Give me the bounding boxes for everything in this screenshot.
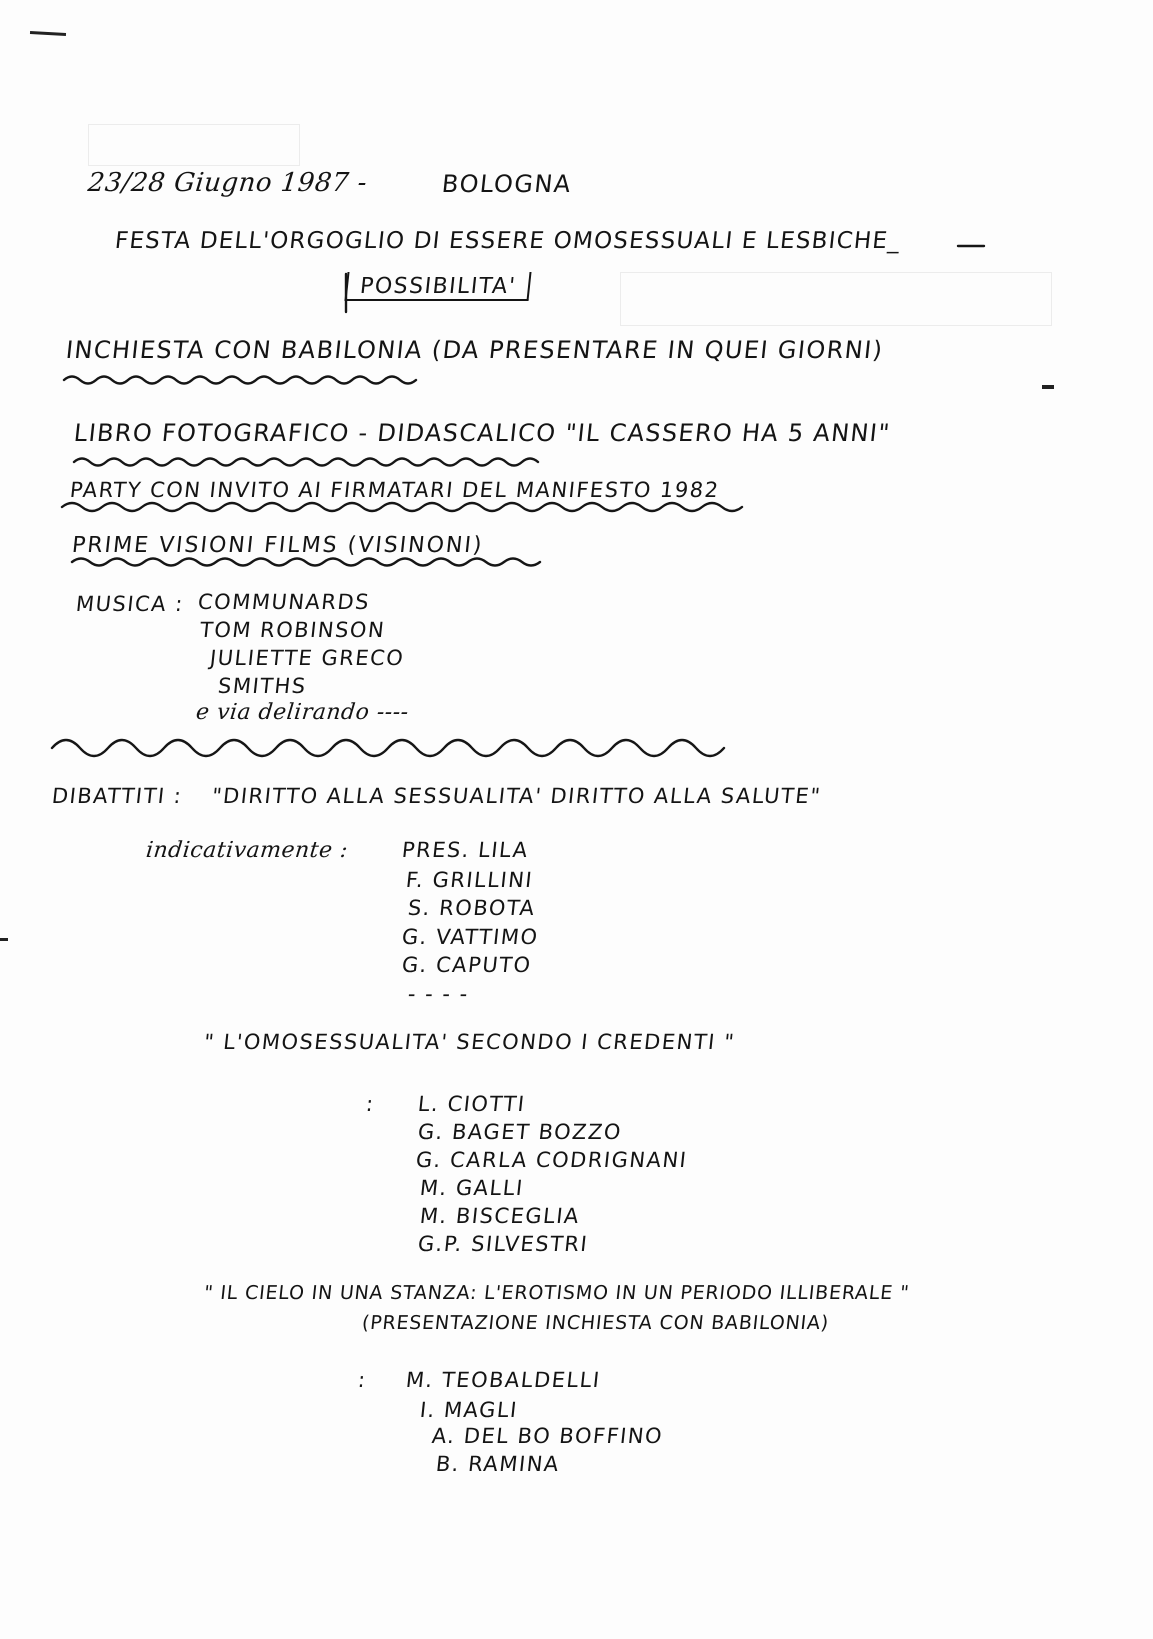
debate-1-title: "DIRITTO ALLA SESSUALITA' DIRITTO ALLA SALUTE" bbox=[210, 784, 823, 808]
music-artist: COMMUNARDS bbox=[196, 590, 372, 614]
debate-2-speaker: M. BISCEGLIA bbox=[418, 1204, 582, 1228]
possibility-film-premieres: PRIME VISIONI FILMS (VISINONI) bbox=[70, 533, 485, 558]
debate-2-colon: : bbox=[364, 1092, 376, 1116]
section-divider-wave bbox=[52, 740, 724, 756]
debate-2-speaker: M. GALLI bbox=[418, 1176, 525, 1200]
underline-survey bbox=[64, 377, 416, 384]
debate-3-speaker: M. TEOBALDELLI bbox=[404, 1368, 602, 1392]
music-artist: JULIETTE GRECO bbox=[208, 646, 406, 670]
possibilities-heading: POSSIBILITA' bbox=[344, 272, 531, 301]
debates-label: DIBATTITI : bbox=[50, 784, 184, 808]
event-dates: 23/28 Giugno 1987 - bbox=[86, 168, 369, 198]
debate-3-title: " IL CIELO IN UNA STANZA: L'EROTISMO IN UN PERIODO ILLIBERALE " bbox=[202, 1282, 911, 1304]
possibility-photo-book: LIBRO FOTOGRAFICO - DIDASCALICO "IL CASSERO HA 5 ANNI" bbox=[72, 419, 892, 447]
music-label: MUSICA : bbox=[74, 592, 186, 616]
debate-2-speaker: G. BAGET BOZZO bbox=[416, 1120, 624, 1144]
debate-3-colon: : bbox=[356, 1368, 368, 1392]
debate-2-speaker: L. CIOTTI bbox=[416, 1092, 527, 1116]
debate-1-speaker: G. CAPUTO bbox=[400, 953, 533, 977]
event-title: FESTA DELL'ORGOGLIO DI ESSERE OMOSESSUALI E LESBICHE_ bbox=[113, 228, 903, 254]
possibility-party: PARTY CON INVITO AI FIRMATARI DEL MANIFESTO 1982 bbox=[68, 478, 721, 502]
debate-1-speaker: PRES. LILA bbox=[400, 838, 530, 862]
music-artist: TOM ROBINSON bbox=[198, 618, 387, 642]
debate-1-speaker: G. VATTIMO bbox=[400, 925, 540, 949]
possibility-survey: INCHIESTA CON BABILONIA (DA PRESENTARE IN QUEI GIORNI) bbox=[64, 336, 885, 364]
debate-2-speaker: G. CARLA CODRIGNANI bbox=[414, 1148, 689, 1172]
debate-1-note: indicativamente : bbox=[144, 838, 350, 863]
debate-1-trail: - - - - bbox=[406, 982, 471, 1006]
underline-party bbox=[62, 503, 742, 511]
event-city: BOLOGNA bbox=[440, 170, 574, 198]
music-more: e via delirando ---- bbox=[194, 700, 410, 725]
debate-1-speaker: S. ROBOTA bbox=[406, 896, 537, 920]
music-artist: SMITHS bbox=[216, 674, 308, 698]
debate-3-speaker: B. RAMINA bbox=[434, 1452, 562, 1476]
debate-3-speaker: A. DEL BO BOFFINO bbox=[430, 1424, 665, 1448]
debate-3-speaker: I. MAGLI bbox=[418, 1398, 520, 1422]
debate-2-speaker: G.P. SILVESTRI bbox=[416, 1232, 590, 1256]
underline-film-premieres bbox=[72, 559, 540, 566]
debate-3-subtitle: (PRESENTAZIONE INCHIESTA CON BABILONIA) bbox=[360, 1312, 831, 1334]
debate-1-speaker: F. GRILLINI bbox=[404, 868, 535, 892]
underline-photo-book bbox=[74, 459, 538, 466]
debate-2-title: " L'OMOSESSUALITA' SECONDO I CREDENTI " bbox=[202, 1030, 737, 1054]
